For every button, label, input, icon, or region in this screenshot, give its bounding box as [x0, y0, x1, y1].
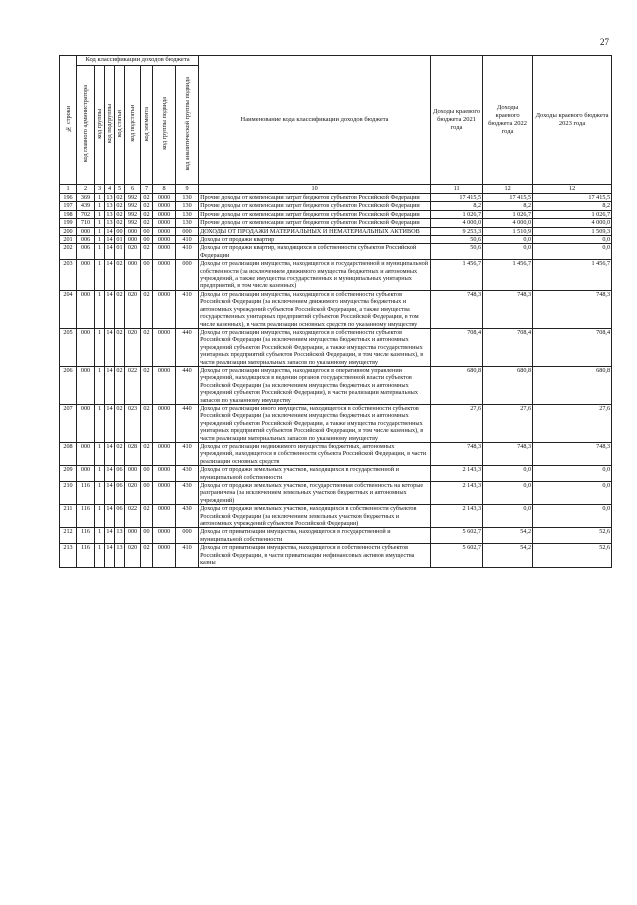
amount-2022: 708,4: [483, 328, 533, 366]
column-number: 3: [95, 185, 105, 194]
amount-2021: 50,6: [431, 244, 483, 260]
admin-code: 000: [77, 466, 95, 482]
subarticle-code: 992: [125, 194, 141, 202]
column-number: 9: [176, 185, 199, 194]
group-code: 1: [95, 528, 105, 544]
subarticle-code: 000: [125, 227, 141, 235]
subgroup-code: 13: [106, 194, 113, 201]
amount-2022: 1 456,7: [483, 260, 533, 291]
element-code: 02: [141, 290, 153, 328]
article-code: 06: [115, 505, 125, 528]
article-code: 06: [115, 482, 125, 505]
element-code: 00: [141, 466, 153, 482]
article-code: 02: [116, 194, 123, 201]
amount-2022: 0,0: [483, 505, 533, 528]
amount-2023: 680,8: [533, 366, 612, 404]
amount-2021: 680,8: [431, 366, 483, 404]
group-code: 1: [95, 202, 105, 210]
analytic-code: 410: [176, 290, 199, 328]
subtype-group-code: 0000: [153, 227, 176, 235]
subarticle-code: 000: [125, 260, 141, 291]
amount-2022: 1 026,7: [483, 210, 533, 218]
row-number: 207: [60, 404, 77, 442]
table-body: [60, 194, 612, 568]
group-code: 1: [95, 404, 105, 442]
subarticle-code: 020: [125, 290, 141, 328]
article-code-header: код статьи: [115, 66, 125, 185]
element-code: 02: [141, 366, 153, 404]
element-code: 00: [141, 260, 153, 291]
subarticle-code: 023: [125, 404, 141, 442]
article-code: 02: [115, 404, 125, 442]
article-code: 02: [115, 366, 125, 404]
row-number: 206: [60, 366, 77, 404]
amount-2023: 52,6: [533, 544, 612, 567]
column-number: 12: [483, 185, 533, 194]
amount-2022: 54,2: [483, 528, 533, 544]
article-code: 02: [116, 219, 123, 227]
article-code: 02: [115, 328, 125, 366]
subarticle-code: 020: [125, 328, 141, 366]
amount-2022: 17 415,5: [483, 194, 533, 202]
analytic-code: 440: [176, 366, 199, 404]
subtype-group-code: 0000: [153, 202, 176, 210]
row-number-header: № строки: [60, 56, 77, 185]
subarticle-code: 992: [125, 219, 141, 227]
admin-code: 000: [77, 328, 95, 366]
analytic-code: 410: [176, 443, 199, 466]
table-row: [60, 219, 612, 227]
amount-2021: 2 143,3: [431, 505, 483, 528]
amount-2022: 8,2: [483, 202, 533, 210]
amount-2021: 748,3: [431, 443, 483, 466]
amount-2022: 0,0: [483, 244, 533, 260]
group-code: 1: [95, 210, 105, 218]
row-number: 210: [60, 482, 77, 505]
subtype-group-code: 0000: [153, 482, 176, 505]
column-number: 4: [105, 185, 115, 194]
subtype-group-code: 0000: [153, 466, 176, 482]
subtype-group-code: 0000: [153, 244, 176, 260]
subgroup-code: 14: [105, 328, 115, 366]
amount-2021: 2 143,3: [431, 482, 483, 505]
amount-2023: 27,6: [533, 404, 612, 442]
subtype-group-code: 0000: [153, 528, 176, 544]
group-code: 1: [95, 260, 105, 291]
amount-2022: 1 510,9: [483, 227, 533, 235]
element-code: 02: [141, 328, 153, 366]
table-row: [60, 244, 612, 260]
group-code: 1: [95, 505, 105, 528]
revenue-name: Доходы от реализации иного имущества, находящегося в собственности субъектов Российской Федерации (за исключением имущества бюджетных и автономных учреждений субъектов Российской Федерации, а также имущества государственных унитарных предприятий субъектов Российской Федерации, в том числе казенных), в части реализации материальных запасов по указанному имуществу: [199, 404, 431, 442]
amount-2021: 708,4: [431, 328, 483, 366]
element-code-header: код элемента: [141, 66, 153, 185]
table-row: [60, 210, 612, 218]
column-number: 8: [153, 185, 176, 194]
article-code: 02: [115, 290, 125, 328]
amount-2023: 748,3: [533, 443, 612, 466]
element-code: 00: [141, 236, 153, 244]
amount-2023: 17 415,5: [533, 194, 612, 202]
subarticle-code: 022: [125, 366, 141, 404]
amount-2023: 0,0: [533, 505, 612, 528]
column-number: 11: [431, 185, 483, 194]
revenue-name: Доходы от продажи квартир: [199, 236, 431, 244]
amount-2021: 17 415,5: [431, 194, 483, 202]
revenue-name: Доходы от реализации имущества, находящегося в собственности субъектов Российской Федерации (за исключением имущества бюджетных и автономных учреждений субъектов Российской Федерации, а также имущества государственных унитарных предприятий субъектов Российской Федерации, в том числе казенных), в части реализации материальных запасов по указанному имуществу: [199, 328, 431, 366]
row-number: 212: [60, 528, 77, 544]
subarticle-code-header: код подстатьи: [125, 66, 141, 185]
amount-2021: 5 602,7: [431, 544, 483, 567]
amount-2023: 0,0: [533, 236, 612, 244]
table-row: [60, 260, 612, 291]
admin-code: 116: [77, 544, 95, 567]
subgroup-code: 14: [105, 505, 115, 528]
group-code: 1: [95, 466, 105, 482]
group-code: 1: [95, 236, 105, 244]
subgroup-code-header: код подгруппы: [105, 66, 115, 185]
analytic-code: 410: [176, 544, 199, 567]
subgroup-code: 14: [105, 404, 115, 442]
admin-code: 710: [77, 219, 95, 227]
subgroup-code: 14: [105, 244, 115, 260]
amount-2023: 52,6: [533, 528, 612, 544]
row-number: 213: [60, 544, 77, 567]
row-number: 199: [60, 219, 77, 227]
row-number: 211: [60, 505, 77, 528]
revenue-name: Доходы от продажи земельных участков, находящихся в государственной и муниципальной собственности: [199, 466, 431, 482]
table-row: [60, 528, 612, 544]
subgroup-code: 14: [105, 482, 115, 505]
article-code: 01: [115, 244, 125, 260]
subgroup-code: 14: [105, 260, 115, 291]
element-code: 02: [141, 244, 153, 260]
revenue-name: Доходы от реализации имущества, находящегося в оперативном управлении учреждений, находящихся в ведении органов государственной власти субъектов Российской Федерации (за исключением имущества бюджетных и автономных учреждений субъектов Российской Федерации), в части реализации материальных запасов по указанному имуществу: [199, 366, 431, 404]
revenue-name: Доходы от реализации имущества, находящегося в государственной и муниципальной собственности (за исключением движимого имущества бюджетных и автономных учреждений, а также имущества государственных и муниципальных унитарных предприятий, в том числе казенных): [199, 260, 431, 291]
row-number: 201: [60, 236, 77, 244]
article-code: 13: [115, 528, 125, 544]
amount-2023: 0,0: [533, 466, 612, 482]
group-code-header: код группы: [95, 66, 105, 185]
analytic-code: 000: [176, 260, 199, 291]
amount-2021: 50,6: [431, 236, 483, 244]
amount-2022: 680,8: [483, 366, 533, 404]
subtype-group-code: 0000: [153, 236, 176, 244]
subarticle-code: 020: [125, 544, 141, 567]
subarticle-code: 992: [125, 202, 141, 210]
amount-2023: 4 000,0: [533, 219, 612, 227]
admin-code: 116: [77, 528, 95, 544]
table-row: [60, 328, 612, 366]
revenue-name: Доходы от приватизации имущества, находящегося в собственности субъектов Российской Федерации, в части приватизации нефинансовых активов имущества казны: [199, 544, 431, 567]
amount-2023: 1 509,3: [533, 227, 612, 235]
amount-2022: 0,0: [483, 236, 533, 244]
code-group-header: Код классификации доходов бюджета: [77, 56, 199, 66]
analytic-code: 000: [176, 528, 199, 544]
amount-2021: 4 000,0: [431, 219, 483, 227]
subarticle-code: 020: [125, 244, 141, 260]
table-row: [60, 366, 612, 404]
analytic-code: 430: [176, 482, 199, 505]
subtype-group-code: 0000: [153, 328, 176, 366]
group-code: 1: [95, 290, 105, 328]
element-code: 02: [141, 210, 153, 218]
table-row: [60, 202, 612, 210]
admin-code: 000: [77, 404, 95, 442]
amount-2021: 5 602,7: [431, 528, 483, 544]
table-row: [60, 236, 612, 244]
table-row: [60, 227, 612, 235]
subarticle-code: 000: [125, 236, 141, 244]
element-code: 02: [141, 505, 153, 528]
group-code: 1: [95, 219, 105, 227]
subgroup-code: 14: [106, 236, 113, 244]
admin-code: 006: [77, 236, 95, 244]
article-code: 00: [116, 227, 123, 235]
amount-2021: 27,6: [431, 404, 483, 442]
subtype-group-code: 0000: [153, 290, 176, 328]
analytic-code: 410: [176, 244, 199, 260]
amount-2021: 2 143,3: [431, 466, 483, 482]
admin-code: 000: [77, 443, 95, 466]
table-row: [60, 466, 612, 482]
subtype-group-code: 0000: [153, 260, 176, 291]
admin-code: 000: [77, 366, 95, 404]
analytic-code: 430: [176, 466, 199, 482]
article-code: 02: [116, 202, 123, 210]
year-2022-header: Доходы краевого бюджета 2022 года: [483, 56, 533, 185]
analytic-code: 440: [176, 328, 199, 366]
amount-2023: 8,2: [533, 202, 612, 210]
revenue-name: Прочие доходы от компенсации затрат бюджетов субъектов Российской Федерации: [199, 202, 431, 210]
row-number: 200: [60, 227, 77, 235]
column-number: 1: [60, 185, 77, 194]
amount-2021: 9 253,3: [431, 227, 483, 235]
amount-2022: 27,6: [483, 404, 533, 442]
subarticle-code: 028: [125, 443, 141, 466]
admin-code-header: код главного администратора: [77, 66, 95, 185]
subtype-group-code: 0000: [153, 404, 176, 442]
admin-code: 116: [77, 505, 95, 528]
amount-2022: 4 000,0: [483, 219, 533, 227]
row-number: 204: [60, 290, 77, 328]
analytic-code: 430: [176, 505, 199, 528]
subgroup-code: 13: [106, 210, 113, 218]
subarticle-code: 020: [125, 482, 141, 505]
table-row: [60, 404, 612, 442]
amount-2023: 708,4: [533, 328, 612, 366]
group-code: 1: [95, 482, 105, 505]
subgroup-code: 14: [105, 443, 115, 466]
article-code: 13: [115, 544, 125, 567]
revenue-name: Доходы от продажи земельных участков, находящихся в собственности субъектов Российской Федерации (за исключением земельных участков бюджетных и автономных учреждений субъектов Российской Федерации): [199, 505, 431, 528]
column-number: 6: [125, 185, 141, 194]
admin-code: 116: [77, 482, 95, 505]
admin-code: 702: [77, 210, 95, 218]
revenue-name: Доходы от продажи земельных участков, государственная собственность на которые разграничена (за исключением земельных участков бюджетных и автономных учреждений): [199, 482, 431, 505]
element-code: 00: [141, 528, 153, 544]
element-code: 00: [141, 482, 153, 505]
element-code: 02: [141, 194, 153, 202]
element-code: 02: [141, 219, 153, 227]
element-code: 02: [141, 202, 153, 210]
column-number: 7: [141, 185, 153, 194]
year-2021-header: Доходы краевого бюджета 2021 года: [431, 56, 483, 185]
row-number: 209: [60, 466, 77, 482]
amount-2021: 1 026,7: [431, 210, 483, 218]
subtype-group-code: 0000: [153, 219, 176, 227]
table-row: [60, 544, 612, 567]
amount-2022: 0,0: [483, 466, 533, 482]
amount-2022: 748,3: [483, 290, 533, 328]
revenue-name: Прочие доходы от компенсации затрат бюджетов субъектов Российской Федерации: [199, 219, 431, 227]
analytic-code: 000: [176, 227, 199, 235]
revenue-name: ДОХОДЫ ОТ ПРОДАЖИ МАТЕРИАЛЬНЫХ И НЕМАТЕРИАЛЬНЫХ АКТИВОВ: [199, 227, 431, 235]
amount-2021: 748,3: [431, 290, 483, 328]
budget-revenue-table: [59, 55, 612, 568]
row-number: 203: [60, 260, 77, 291]
group-code: 1: [95, 227, 105, 235]
year-2023-header: Доходы краевого бюджета 2023 года: [533, 56, 612, 185]
column-number: 10: [199, 185, 431, 194]
column-number: 2: [77, 185, 95, 194]
element-code: 00: [141, 227, 153, 235]
admin-code: 000: [77, 227, 95, 235]
row-number: 208: [60, 443, 77, 466]
subarticle-code: 000: [125, 466, 141, 482]
row-number: 197: [60, 202, 77, 210]
amount-2023: 0,0: [533, 244, 612, 260]
amount-2023: 748,3: [533, 290, 612, 328]
row-number: 202: [60, 244, 77, 260]
subtype-group-code: 0000: [153, 505, 176, 528]
article-code: 02: [115, 260, 125, 291]
subarticle-code: 992: [125, 210, 141, 218]
element-code: 02: [141, 443, 153, 466]
subgroup-code: 14: [105, 528, 115, 544]
amount-2022: 0,0: [483, 482, 533, 505]
analytic-code: 130: [176, 194, 199, 202]
admin-code: 000: [77, 290, 95, 328]
article-code: 01: [116, 236, 123, 244]
table-row: [60, 505, 612, 528]
subtype-group-code: 0000: [153, 443, 176, 466]
subgroup-code: 14: [105, 466, 115, 482]
row-number: 198: [60, 210, 77, 218]
admin-code: 439: [77, 202, 95, 210]
subtype-group-code: 0000: [153, 366, 176, 404]
revenue-name: Прочие доходы от компенсации затрат бюджетов субъектов Российской Федерации: [199, 210, 431, 218]
amount-2023: 0,0: [533, 482, 612, 505]
revenue-name: Доходы от приватизации имущества, находящегося в государственной и муниципальной собственности: [199, 528, 431, 544]
subtype-group-code: 0000: [153, 210, 176, 218]
subgroup-code: 14: [105, 544, 115, 567]
page-number: 27: [600, 37, 609, 47]
column-number: 12: [533, 185, 612, 194]
amount-2023: 1 026,7: [533, 210, 612, 218]
subgroup-code: 13: [106, 219, 113, 227]
name-header: Наименование кода классификации доходов бюджета: [199, 56, 431, 185]
revenue-name: Доходы от реализации имущества, находящегося в собственности субъектов Российской Федерации (за исключением движимого имущества бюджетных и автономных учреждений субъектов Российской Федерации, а также имущества государственных унитарных предприятий субъектов Российской Федерации, в том числе казенных), в части реализации основных средств по указанному имуществу: [199, 290, 431, 328]
amount-2021: 8,2: [431, 202, 483, 210]
group-code: 1: [95, 443, 105, 466]
analytic-code: 130: [176, 219, 199, 227]
column-number-row: [60, 185, 612, 194]
article-code: 02: [116, 210, 123, 218]
element-code: 02: [141, 544, 153, 567]
subgroup-code: 14: [105, 366, 115, 404]
row-number: 205: [60, 328, 77, 366]
analytic-code: 130: [176, 210, 199, 218]
revenue-name: Доходы от реализации недвижимого имущества бюджетных, автономных учреждений, находящегося в собственности субъекта Российской Федерации, в части реализации основных средств: [199, 443, 431, 466]
amount-2023: 1 456,7: [533, 260, 612, 291]
analytic-code: 440: [176, 404, 199, 442]
group-code: 1: [95, 544, 105, 567]
group-code: 1: [95, 194, 105, 202]
admin-code: 006: [77, 244, 95, 260]
subgroup-code: 14: [105, 290, 115, 328]
subarticle-code: 000: [125, 528, 141, 544]
subgroup-code: 13: [106, 202, 113, 210]
analytic-group-code-header: код аналитической группы подвида: [176, 66, 199, 185]
admin-code: 369: [77, 194, 95, 202]
column-number: 5: [115, 185, 125, 194]
subtype-group-code: 0000: [153, 544, 176, 567]
table-row: [60, 290, 612, 328]
subgroup-code: 14: [106, 227, 113, 235]
analytic-code: 130: [176, 202, 199, 210]
amount-2021: 1 456,7: [431, 260, 483, 291]
amount-2022: 748,3: [483, 443, 533, 466]
row-number: 196: [60, 194, 77, 202]
table-row: [60, 482, 612, 505]
group-code: 1: [95, 328, 105, 366]
article-code: 02: [115, 443, 125, 466]
admin-code: 000: [77, 260, 95, 291]
group-code: 1: [95, 244, 105, 260]
table-row: [60, 443, 612, 466]
table-header: [60, 56, 612, 194]
table-row: [60, 194, 612, 202]
revenue-name: Доходы от продажи квартир, находящихся в собственности субъектов Российской Федерации: [199, 244, 431, 260]
element-code: 02: [141, 404, 153, 442]
article-code: 06: [115, 466, 125, 482]
subarticle-code: 022: [125, 505, 141, 528]
subtype-group-code: 0000: [153, 194, 176, 202]
analytic-code: 410: [176, 236, 199, 244]
group-code: 1: [95, 366, 105, 404]
subtype-group-code-header: код группы подвида: [153, 66, 176, 185]
revenue-name: Прочие доходы от компенсации затрат бюджетов субъектов Российской Федерации: [199, 194, 431, 202]
amount-2022: 54,2: [483, 544, 533, 567]
